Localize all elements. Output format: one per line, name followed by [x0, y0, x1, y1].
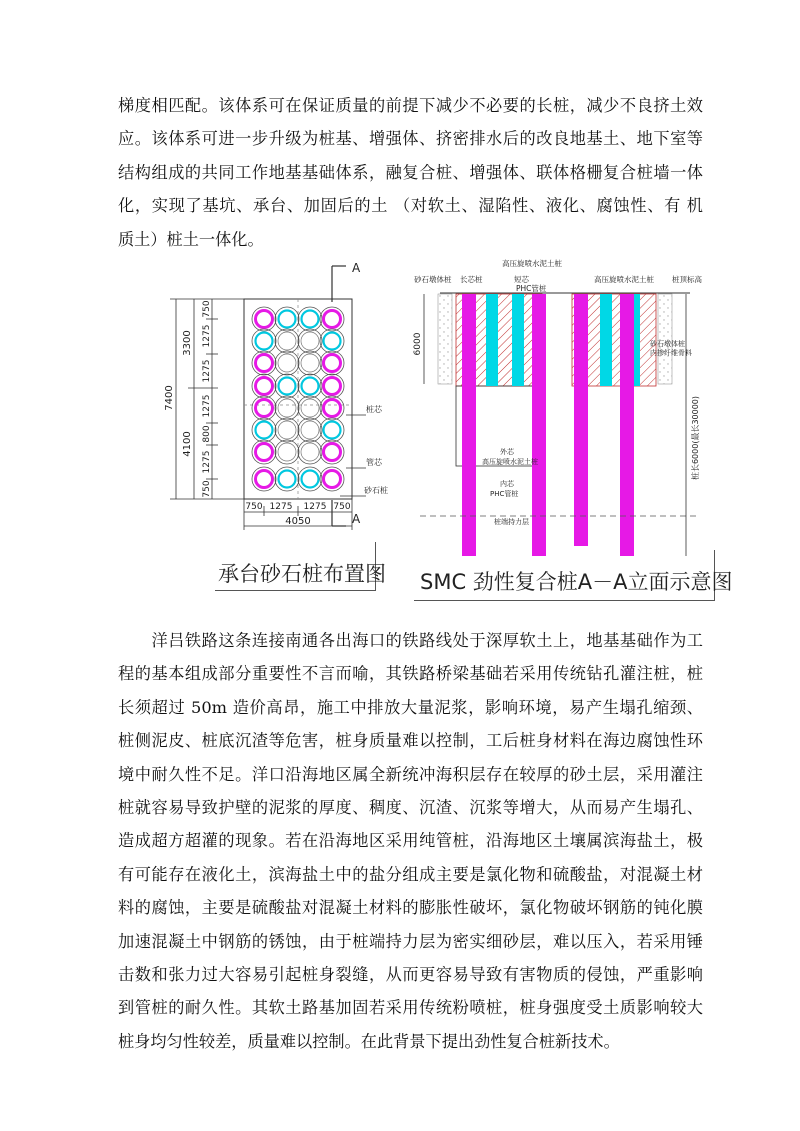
- dim-seg: 1275: [303, 502, 327, 512]
- dim-seg: 750: [202, 480, 212, 498]
- short-core-pile: [279, 378, 296, 395]
- text-line: 结构组成的共同工作地基基础体系，融复合桩、增强体、联体格栅复合桩墙一体: [118, 162, 703, 182]
- gravel-pile-ring: [275, 351, 299, 375]
- long-core-pile: [324, 378, 341, 395]
- text-line: 加速混凝土中钢筋的锈蚀，由于桩端持力层为密实细砂层，难以压入，若采用锤: [118, 931, 703, 951]
- long-core-pile: [324, 444, 341, 461]
- text-line: 有可能存在液化土，滨海盐土中的盐分组成主要是氯化物和硫酸盐，对混凝土材: [118, 864, 703, 884]
- gravel-pile-inner: [301, 399, 319, 417]
- label-pile-core: 桩芯: [366, 405, 382, 414]
- dim-seg: 800: [202, 425, 212, 443]
- dim-upper: 3300: [182, 330, 193, 356]
- dim-seg: 1275: [202, 394, 212, 418]
- text-line: 桩就容易导致护壁的泥浆的厚度、稠度、沉渣、沉浆等增大，从而易产生塌孔、: [118, 798, 703, 818]
- label-outer-core: 外芯: [500, 448, 514, 456]
- gravel-pile-ring: [275, 440, 299, 464]
- dim-lower: 4100: [182, 431, 193, 457]
- label-bearing-layer: 桩端持力层: [494, 518, 529, 526]
- gravel-pile-inner: [278, 354, 296, 372]
- text-line: 击数和张力过大容易引起桩身裂缝，从而更容易导致有害物质的侵蚀，严重影响: [118, 965, 703, 985]
- short-core-pile: [302, 471, 319, 488]
- long-core-pile: [324, 355, 341, 372]
- text-line: 到管桩的耐久性。其软土路基加固若采用传统粉喷桩，桩身强度受土质影响较大: [118, 998, 703, 1018]
- gravel-pile-inner: [301, 443, 319, 461]
- dim-left-vertical: 6000: [413, 332, 423, 356]
- long-core-pile: [256, 355, 273, 372]
- figure-right-caption: SMC 劲性复合桩A－A立面示意图: [420, 570, 733, 594]
- gravel-pile-inner: [278, 332, 296, 350]
- text-line: 化，实现了基坑、承台、加固后的土 （对软土、湿陷性、液化、腐蚀性、有 机: [118, 196, 703, 216]
- dim-seg: 1275: [202, 324, 212, 348]
- dim-seg: 1275: [202, 359, 212, 383]
- figure-left-caption: 承台砂石桩布置图: [218, 562, 386, 586]
- label-phc-top: PHC管桩: [516, 284, 547, 293]
- long-core-pile: [256, 400, 273, 417]
- dim-right-vertical: 桩长6000(最长30000): [691, 395, 700, 481]
- text-line: 料的腐蚀，主要是硫酸盐对混凝土材料的膨胀性破坏，氯化物破坏钢筋的钝化膜: [118, 898, 703, 918]
- dim-seg: 750: [202, 300, 212, 318]
- short-core-pile: [324, 333, 341, 350]
- gravel-pile-ring: [298, 396, 322, 420]
- text-line: 梯度相匹配。该体系可在保证质量的前提下减少不必要的长桩，减少不良挤土效: [118, 96, 703, 115]
- section-marker-bottom: A: [352, 512, 361, 526]
- gravel-pile-inner: [278, 443, 296, 461]
- long-core-pile: [324, 471, 341, 488]
- gravel-pile-inner: [301, 421, 319, 439]
- dim-seg: 1275: [269, 502, 293, 512]
- dim-total-width: 4050: [285, 516, 311, 527]
- paragraph-top: [118, 89, 703, 256]
- gravel-pile-ring: [275, 418, 299, 442]
- gravel-pile-ring: [298, 351, 322, 375]
- gravel-pile-ring: [298, 329, 322, 353]
- dim-seg: 750: [333, 502, 351, 512]
- gravel-pile-ring: [275, 329, 299, 353]
- figure-pile-layout: [160, 258, 388, 598]
- dim-seg: 750: [245, 502, 263, 512]
- label-gravel-pile: 砂石桩: [364, 486, 388, 495]
- long-core-pile: [324, 311, 341, 328]
- label-long-core: 长芯桩: [460, 275, 483, 284]
- short-core-pile: [256, 333, 273, 350]
- short-core-pile: [279, 311, 296, 328]
- label-jet-grout-c: 高压旋喷水泥土桩: [482, 458, 538, 466]
- text-line: 应。该体系可进一步升级为桩基、增强体、挤密排水后的改良地基土、地下室等: [118, 129, 703, 149]
- gravel-pile-ring: [298, 440, 322, 464]
- label-gravel-top: 砂石墩体桩: [414, 275, 452, 284]
- short-core-pile: [279, 471, 296, 488]
- text-line: 桩侧泥皮、桩底沉渣等危害，桩身质量难以控制，工后桩身材料在海边腐蚀性环: [118, 731, 703, 751]
- long-core-pile: [256, 471, 273, 488]
- short-core-pile: [324, 422, 341, 439]
- gravel-pile-inner: [301, 354, 319, 372]
- label-short-core: 短芯: [514, 275, 529, 284]
- label-jet-grout-a: 高压旋喷水泥土桩: [502, 259, 562, 268]
- text-line: 境中耐久性不足。洋口沿海地区属全新统冲海积层存在较厚的砂土层，采用灌注: [118, 764, 703, 784]
- label-pile-top-elev: 桩顶标高: [672, 275, 702, 284]
- label-inner-core: 内芯: [500, 480, 514, 488]
- gravel-pile-ring: [275, 396, 299, 420]
- paragraph-bottom: [118, 624, 703, 1058]
- long-core-pile: [324, 400, 341, 417]
- text-line: 长须超过 50m 造价高昂，施工中排放大量泥浆，影响环境，易产生塌孔缩颈、: [118, 697, 703, 717]
- label-phc-bottom: PHC管桩: [490, 490, 519, 498]
- figure-section-elevation: [410, 258, 733, 603]
- dim-total-height: 7400: [164, 385, 175, 411]
- gravel-pile-inner: [278, 399, 296, 417]
- long-core-pile: [256, 378, 273, 395]
- gravel-pile-ring: [298, 418, 322, 442]
- long-core-pile: [256, 444, 273, 461]
- label-jet-grout-b: 高压旋喷水泥土桩: [594, 275, 654, 284]
- text-line: 洋吕铁路这条连接南通各出海口的铁路线处于深厚软土上，地基基础作为工: [118, 631, 703, 650]
- text-line: 程的基本组成部分重要性不言而喻，其铁路桥梁基础若采用传统钻孔灌注桩，桩: [118, 664, 703, 684]
- dim-seg: 1275: [202, 450, 212, 474]
- short-core-pile: [302, 311, 319, 328]
- label-line: 内掺纤维骨料: [650, 349, 692, 357]
- label-line: 砂石墩体桩: [650, 340, 685, 348]
- text-line: 桩身均匀性较差，质量难以控制。在此背景下提出劲性复合桩新技术。: [118, 1031, 620, 1051]
- section-marker-top: A: [352, 261, 361, 275]
- label-tube-core: 管芯: [366, 458, 382, 467]
- gravel-pile-inner: [301, 332, 319, 350]
- gravel-pile-inner: [278, 421, 296, 439]
- short-core-pile: [302, 378, 319, 395]
- long-core-pile: [256, 311, 273, 328]
- short-core-pile: [256, 422, 273, 439]
- text-line: 造成超方超灌的现象。若在沿海地区采用纯管桩，沿海地区土壤属滨海盐土，极: [118, 831, 703, 851]
- text-line: 质土）桩土一体化。: [118, 229, 264, 249]
